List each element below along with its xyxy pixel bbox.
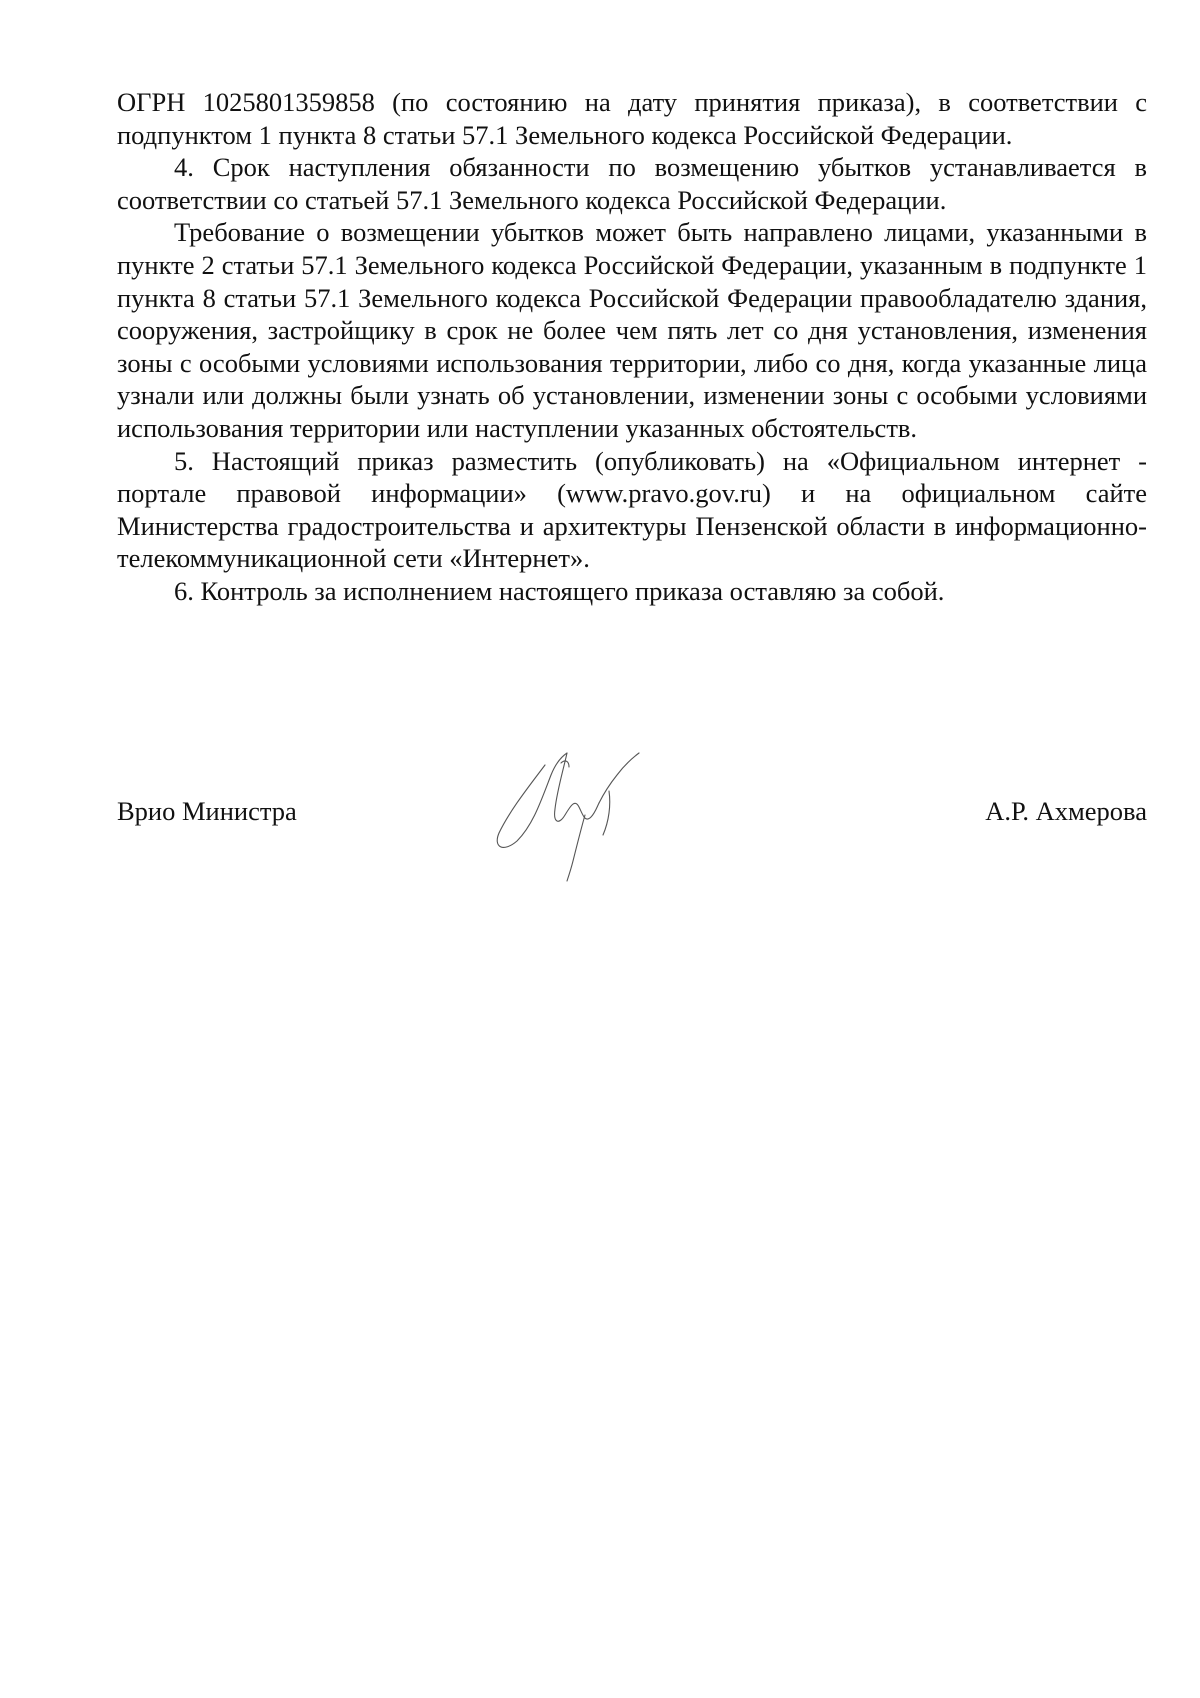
signature-stroke-tail <box>599 753 639 803</box>
signatory-name: А.Р. Ахмерова <box>985 796 1147 826</box>
signature-stroke-flourish <box>603 791 610 835</box>
paragraph-ogrn: ОГРН 1025801359858 (по состоянию на дату принятия приказа), в соответствии с подпунктом 1 пункта 8 статьи 57.1 Земельного кодекса Российской Федерации. <box>117 87 1147 150</box>
signature-stroke-descender <box>567 815 585 881</box>
paragraph-item-4: 4. Срок наступления обязанности по возмещению убытков устанавливается в соответствии со статьей 57.1 Земельного кодекса Российской Федерации. <box>117 152 1147 215</box>
document-body <box>117 86 1147 608</box>
signatory-position: Врио Министра <box>117 796 297 826</box>
paragraph-damages-claim: Требование о возмещении убытков может быть направлено лицами, указанными в пункте 2 статьи 57.1 Земельного кодекса Российской Федерации, указанным в подпункте 1 пункта 8 статьи 57.1 Земельного кодекса Российской Федерации правообладателю здания, сооружения, застройщику в срок не более чем пять лет со дня установления, изменения зоны с особыми условиями использования территории, либо со дня, когда указанные лица узнали или должны были узнать об установлении, изменении зоны с особыми условиями использования территории или наступлении указанных обстоятельств. <box>117 217 1147 443</box>
handwritten-signature-icon <box>485 745 655 885</box>
paragraph-item-6: 6. Контроль за исполнением настоящего приказа оставляю за собой. <box>174 575 945 606</box>
paragraph-item-5: 5. Настоящий приказ разместить (опубликовать) на «Официальном интернет - портале правовой информации» (www.pravo.gov.ru) и на официальном сайте Министерства градостроительства и архитектуры Пензенской области в информационно-телекоммуникационной сети «Интернет». <box>117 445 1147 574</box>
